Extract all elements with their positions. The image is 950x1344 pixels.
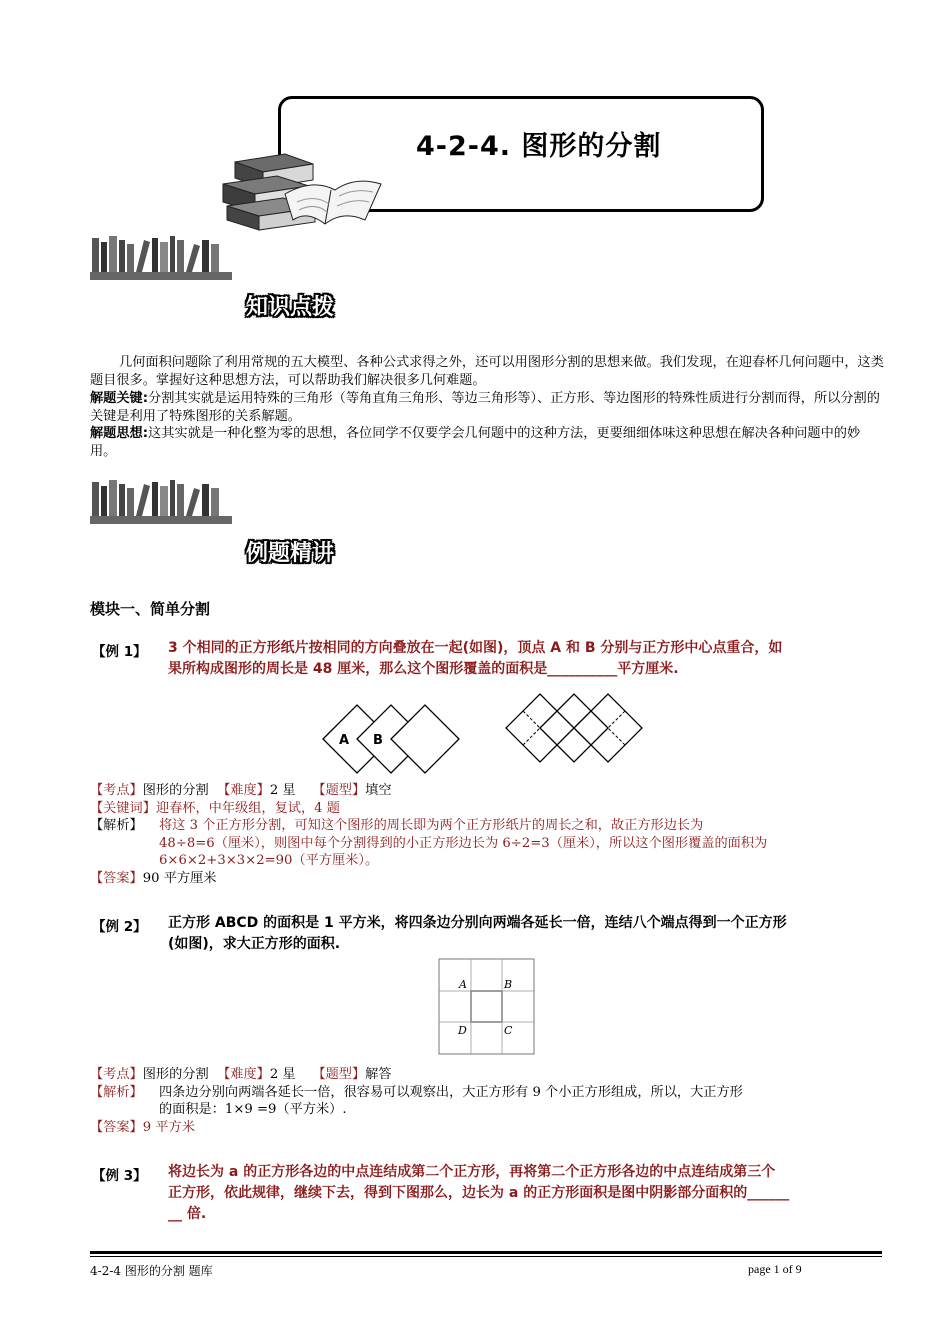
example-2-question [168, 913, 888, 955]
figure-label-d: D [458, 1024, 467, 1037]
answer-text: 9 平方米 [142, 1119, 195, 1135]
example-3-line-3: __ 倍. [168, 1206, 207, 1222]
footer-doc-title: 4-2-4 图形的分割 题库 [90, 1264, 213, 1278]
example-1-line-2: 果所构成图形的周长是 48 厘米，那么这个图形覆盖的面积是__________平方厘米. [168, 661, 679, 677]
tag-answer: 【答案】 [90, 870, 143, 886]
tixing-text: 解答 [365, 1067, 392, 1082]
tag-tixing: 【题型】 [312, 1067, 366, 1082]
tag-jiexi: 【解析】 [90, 1084, 143, 1100]
tixing-text: 填空 [365, 783, 392, 798]
figure-label-a: A [339, 733, 350, 748]
example-1-info [90, 782, 885, 887]
example-1-figure-divided [502, 692, 652, 772]
tag-jiexi: 【解析】 [90, 818, 143, 833]
figure-label-a: A [459, 978, 467, 991]
example-2-meta [90, 1066, 885, 1084]
example-3-question [168, 1162, 888, 1225]
example-3-label: 【例 3】 [92, 1168, 147, 1184]
tag-tixing: 【题型】 [312, 783, 366, 798]
example-2-info [90, 1066, 885, 1136]
figure-label-b: B [504, 978, 513, 991]
answer-text: 90 平方厘米 [142, 870, 217, 886]
analysis-line-2: 的面积是：1×9 =9（平方米）. [159, 1102, 347, 1117]
analysis-line-2: 48÷8=6（厘米），则图中每个分割得到的小正方形边长为 6÷2=3（厘米），所以这个图形覆盖的面积为 [159, 835, 768, 851]
example-1-answer [90, 870, 885, 888]
books-illustration [205, 150, 385, 232]
example-3-line-2: 正方形，依此规律，继续下去，得到下图那么，边长为 a 的正方形面积是图中阴影部分面积的______ [168, 1185, 790, 1201]
bookshelf-icon [90, 234, 235, 282]
page-title: 4-2-4. 图形的分割 [416, 131, 662, 162]
tag-kaodian: 【考点】 [90, 1067, 143, 1082]
footer-page-number: page 1 of 9 [748, 1262, 802, 1276]
example-2-line-1: 正方形 ABCD 的面积是 1 平方米，将四条边分别向两端各延长一倍，连结八个端点得到一个正方形 [168, 915, 787, 931]
bookshelf-icon [90, 478, 235, 526]
example-1-meta [90, 782, 885, 800]
key-label: 解题关键: [90, 391, 149, 406]
idea-text: 这其实就是一种化整为零的思想，各位同学不仅要学会几何题中的这种方法，更要细细体味这种思想在解决各种问题中的妙用。 [90, 426, 861, 459]
example-2-answer [90, 1119, 885, 1137]
tag-keywords: 【关键词】 [90, 800, 156, 816]
kaodian-text: 图形的分割 [142, 1067, 209, 1082]
tag-answer: 【答案】 [90, 1119, 143, 1135]
example-3-line-1: 将边长为 a 的正方形各边的中点连结成第二个正方形，再将第二个正方形各边的中点连结成第三个 [168, 1164, 776, 1180]
section-examples-title: 例题精讲 [246, 541, 335, 566]
example-1-keywords [90, 800, 885, 818]
tag-nandu: 【难度】 [217, 783, 270, 798]
idea-label: 解题思想: [90, 426, 149, 441]
keywords-text: 迎春杯，中年级组，复试，4 题 [155, 800, 340, 816]
analysis-line-3: 6×6×2+3×3×2=90（平方厘米）。 [159, 853, 379, 868]
example-1-line-1: 3 个相同的正方形纸片按相同的方向叠放在一起(如图)，顶点 A 和 B 分别与正方形中心点重合，如 [168, 640, 783, 656]
footer-rule [90, 1251, 882, 1254]
analysis-line-1: 将这 3 个正方形分割，可知这个图形的周长即为两个正方形纸片的周长之和，故正方形边长为 [159, 818, 704, 833]
analysis-line-1: 四条边分别向两端各延长一倍，很容易可以观察出，大正方形有 9 个小正方形组成，所以，大正方形 [159, 1084, 743, 1100]
figure-label-b: B [373, 733, 383, 748]
tag-nandu: 【难度】 [217, 1067, 270, 1082]
footer-rule-thin [90, 1256, 882, 1257]
intro-paragraph: 几何面积问题除了利用常规的五大模型、各种公式求得之外，还可以用图形分割的思想来做。我们发现，在迎春杯几何问题中，这类题目很多。掌握好这种思想方法，可以帮助我们解决很多几何难题。 [90, 355, 884, 388]
nandu-text: 2 星 [269, 1067, 296, 1082]
example-2-analysis [90, 1084, 885, 1119]
kaodian-text: 图形的分割 [142, 783, 209, 798]
example-1-label: 【例 1】 [92, 644, 147, 660]
example-1-analysis [90, 817, 885, 870]
example-1-question [168, 638, 888, 680]
intro-idea [90, 425, 885, 460]
nandu-text: 2 星 [269, 783, 296, 798]
example-2-label: 【例 2】 [92, 919, 147, 935]
example-1-figure-squares [320, 700, 468, 780]
example-2-figure-grid [438, 958, 536, 1056]
figure-label-c: C [504, 1024, 513, 1037]
section-knowledge-title: 知识点拨 [246, 295, 335, 320]
example-2-line-2: (如图)，求大正方形的面积. [168, 936, 341, 952]
intro-key [90, 390, 885, 425]
tag-kaodian: 【考点】 [90, 783, 143, 798]
key-text: 分割其实就是运用特殊的三角形（等角直角三角形、等边三角形等）、正方形、等边图形的特殊性质进行分割而得，所以分割的关键是利用了特殊图形的关系解题。 [90, 391, 880, 424]
module-title: 模块一、简单分割 [90, 600, 211, 618]
